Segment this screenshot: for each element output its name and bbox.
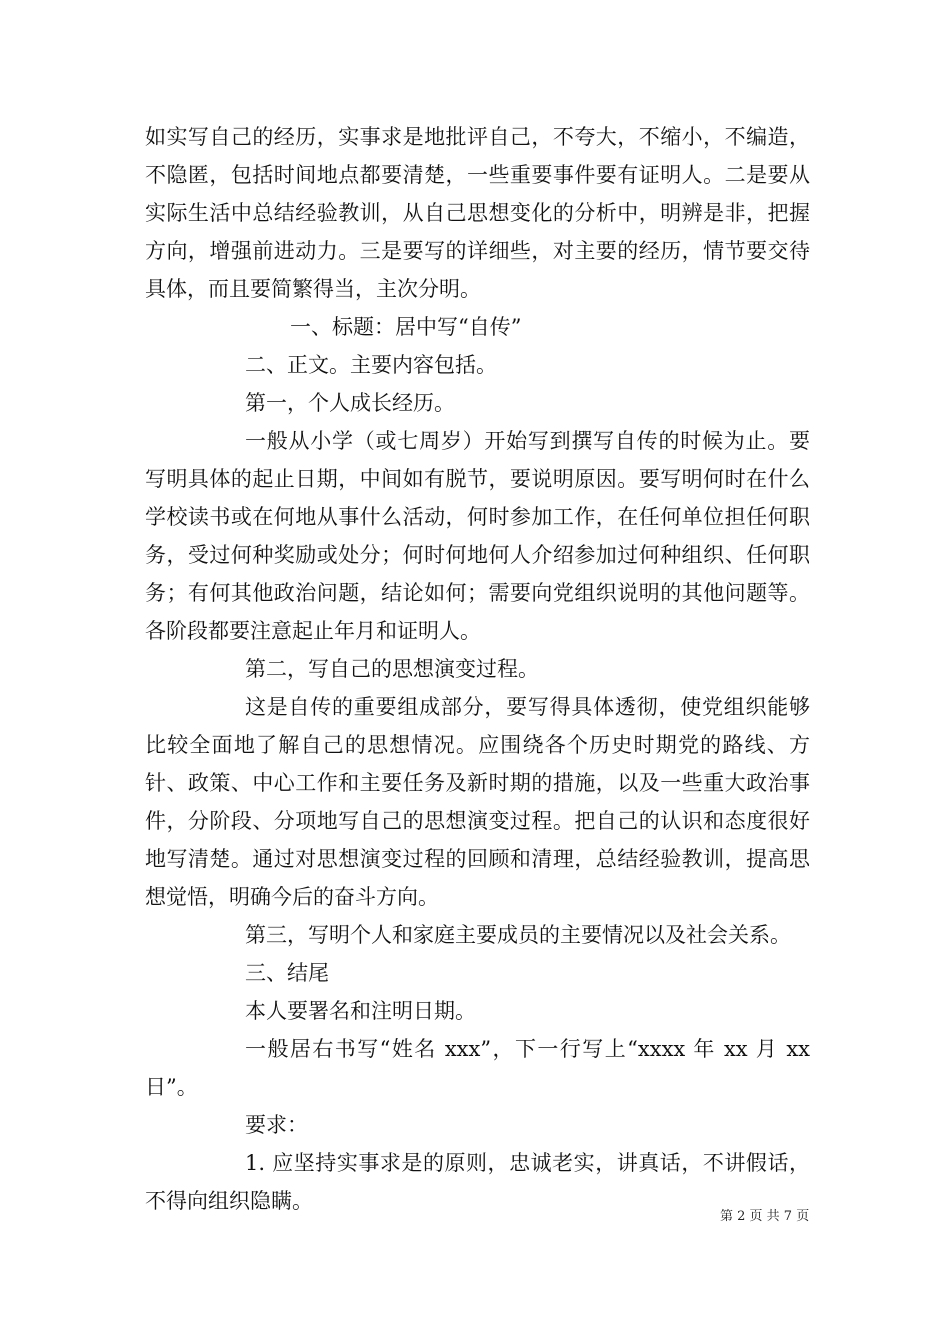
subsection-growth-heading: 第一，个人成长经历。: [245, 391, 455, 415]
subsection-family-heading: 第三，写明个人和家庭主要成员的主要情况以及社会关系。: [245, 923, 791, 947]
paragraph-thought: 这是自传的重要组成部分，要写得具体透彻，使党组织能够比较全面地了解自己的思想情况。应围绕各个历史时期党的路线、方针、政策、中心工作和主要任务及新时期的措施，以及一些重大政治事件，分阶段、分项地写自己的思想演变过程。把自己的认识和态度很好地写清楚。通过对思想演变过程的回顾和清理，总结经验教训，提高思想觉悟，明确今后的奋斗方向。: [145, 695, 810, 909]
subsection-thought-heading: 第二，写自己的思想演变过程。: [245, 657, 539, 681]
section-ending-heading: 三、结尾: [245, 961, 329, 985]
paragraph-intro: 如实写自己的经历，实事求是地批评自己，不夸大，不缩小，不编造，不隐匿，包括时间地点都要清楚，一些重要事件要有证明人。二是要从实际生活中总结经验教训，从自己思想变化的分析中，明辨是非，把握方向，增强前进动力。三是要写的详细些，对主要的经历，情节要交待具体，而且要简繁得当，主次分明。: [145, 125, 810, 301]
requirements-heading: 要求：: [245, 1113, 308, 1137]
paragraph-growth: 一般从小学（或七周岁）开始写到撰写自传的时候为止。要写明具体的起止日期，中间如有脱节，要说明原因。要写明何时在什么学校读书或在何地从事什么活动，何时参加工作，在任何单位担任何职务，受过何种奖励或处分；何时何地何人介绍参加过何种组织、任何职务；有何其他政治问题，结论如何；需要向党组织说明的其他问题等。各阶段都要注意起止年月和证明人。: [145, 429, 810, 643]
page-number: 第 2 页 共 7 页: [720, 1209, 810, 1224]
requirement-item-1: 1. 应坚持实事求是的原则，忠诚老实，讲真话，不讲假话，不得向组织隐瞒。: [145, 1151, 810, 1213]
section-title-heading: 一、标题：居中写“自传”: [290, 315, 522, 339]
paragraph-signature-format: 一般居右书写“姓名 xxx”，下一行写上“xxxx 年 xx 月 xx 日”。: [145, 1037, 810, 1099]
paragraph-signature: 本人要署名和注明日期。: [245, 999, 476, 1023]
document-body: [145, 118, 810, 1220]
section-body-heading: 二、正文。主要内容包括。: [245, 353, 497, 377]
